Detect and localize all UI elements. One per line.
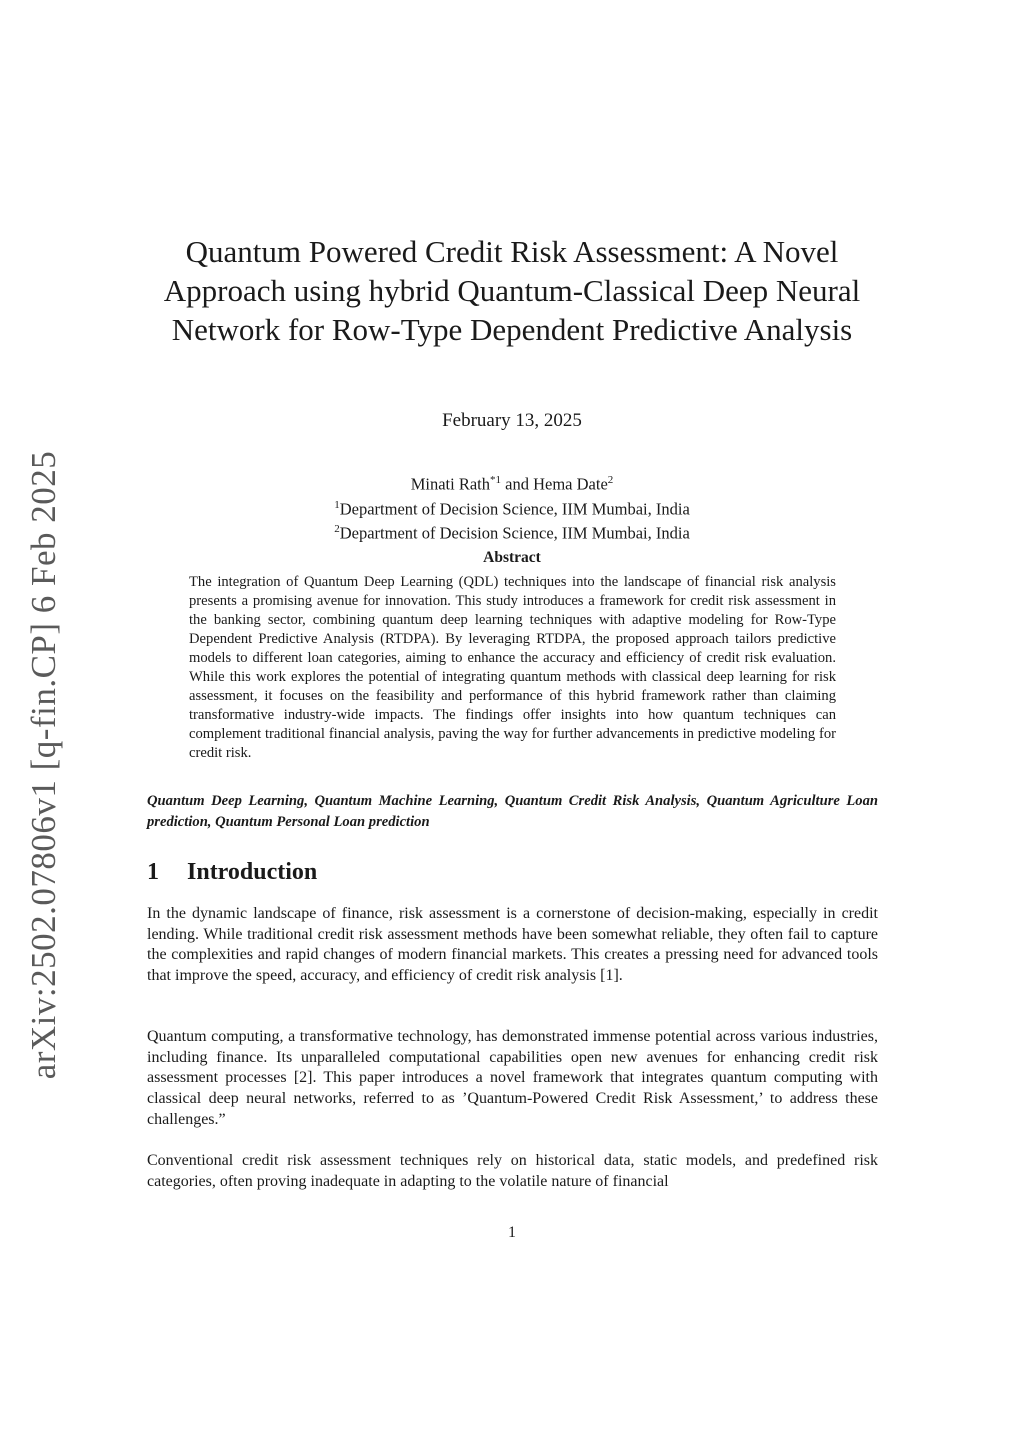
- section-title: Introduction: [187, 859, 318, 885]
- arxiv-identifier: arXiv:2502.07806v1 [q-fin.CP] 6 Feb 2025: [24, 450, 63, 1080]
- section-heading: [147, 859, 317, 886]
- paper-title: [150, 232, 874, 349]
- abstract-heading: Abstract: [483, 549, 541, 566]
- author-line: [0, 470, 1024, 495]
- author-1-name: Minati Rath: [410, 474, 491, 494]
- affiliation-1-superscript: 1: [334, 498, 340, 511]
- affiliation-1-text: Department of Decision Science, IIM Mumbai, India: [339, 499, 690, 518]
- affiliation-2-superscript: 2: [334, 523, 340, 535]
- title-line-1: Quantum Powered Credit Risk Assessment: A Novel: [185, 234, 839, 269]
- affiliation-2: [0, 519, 1024, 544]
- author-2-superscript: 2: [607, 474, 614, 486]
- affiliation-1: [0, 495, 1024, 520]
- author-joiner: and: [501, 474, 534, 494]
- title-line-3: Network for Row-Type Dependent Predictive Analysis: [171, 312, 853, 347]
- intro-paragraph-1: In the dynamic landscape of finance, risk assessment is a cornerstone of decision-making, especially in credit lending. While traditional credit risk assessment methods have been somewhat reliable, they often fail to capture the complexities and rapid changes of modern financial markets. This creates a pressing need for advanced tools that improve the speed, accuracy, and efficiency of credit risk analysis [1].: [147, 905, 878, 985]
- publication-date: February 13, 2025: [442, 410, 582, 431]
- section-number: 1: [147, 859, 159, 885]
- author-1-superscript: *1: [490, 474, 502, 486]
- author-block: [0, 470, 1024, 544]
- abstract-text: The integration of Quantum Deep Learning (QDL) techniques into the landscape of financial risk analysis presents a promising avenue for innovation. This study introduces a framework for credit risk assessment in the banking sector, combining quantum deep learning techniques with adaptive modeling for Row-Type Dependent Predictive Analysis (RTDPA). By leveraging RTDPA, the proposed approach tailors predictive models to different loan categories, aiming to enhance the accuracy and efficiency of credit risk evaluation. While this work explores the potential of integrating quantum methods with classical deep learning for risk assessment, it focuses on the feasibility and performance of this hybrid framework rather than claiming transformative industry-wide impacts. The findings offer insights into how quantum techniques can complement traditional financial analysis, paving the way for further advancements in predictive modeling for credit risk.: [189, 574, 836, 761]
- title-line-2: Approach using hybrid Quantum-Classical Deep Neural: [163, 273, 861, 308]
- intro-paragraph-3: Conventional credit risk assessment techniques rely on historical data, static models, and predefined risk categories, often proving inadequate in adapting to the volatile nature of financial: [147, 1152, 878, 1190]
- keywords: Quantum Deep Learning, Quantum Machine Learning, Quantum Credit Risk Analysis, Quantum Agriculture Loan prediction, Quantum Personal Loan prediction: [147, 793, 878, 830]
- intro-paragraph-2: Quantum computing, a transformative technology, has demonstrated immense potential across various industries, including finance. Its unparalleled computational capabilities open new avenues for enhancing credit risk assessment processes [2]. This paper introduces a novel framework that integrates quantum computing with classical deep neural networks, referred to as ’Quantum-Powered Credit Risk Assessment,’ to address these challenges.”: [147, 1028, 878, 1128]
- arxiv-identifier-sidebar: [14, 452, 74, 1078]
- page-number: 1: [508, 1224, 516, 1241]
- author-2-name: Hema Date: [533, 474, 608, 494]
- affiliation-2-text: Department of Decision Science, IIM Mumbai, India: [339, 523, 690, 543]
